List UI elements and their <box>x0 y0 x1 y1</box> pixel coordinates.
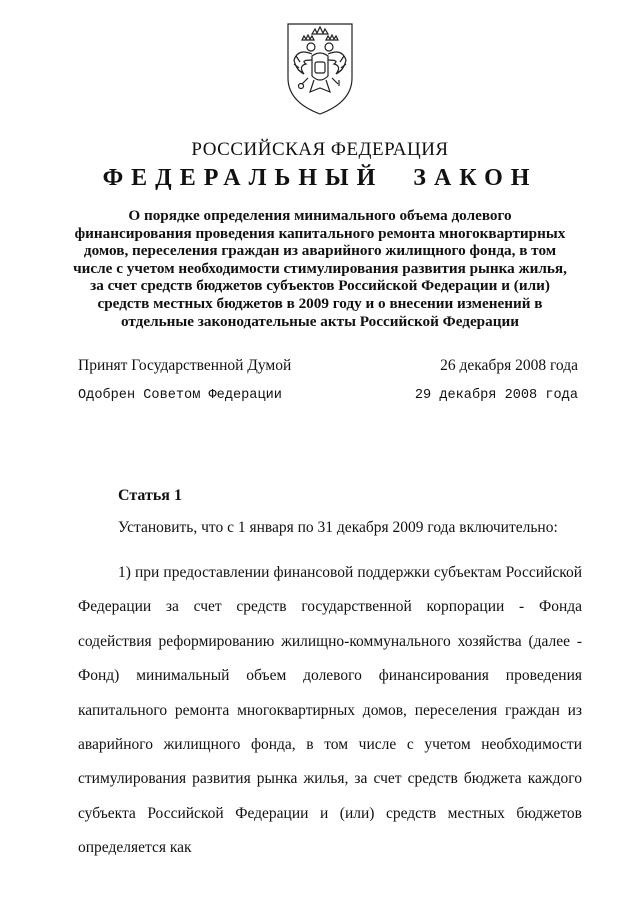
country-heading: РОССИЙСКАЯ ФЕДЕРАЦИЯ <box>191 139 449 160</box>
adoption-row-council <box>78 388 578 403</box>
coat-of-arms-icon <box>282 20 358 116</box>
adopted-label: Принят Государственной Думой <box>78 357 292 374</box>
adoption-row-duma <box>78 357 578 375</box>
article-item-1: 1) при предоставлении финансовой поддержки субъектам Российской Федерации за счет средств государственной корпорации - Фонда содействия реформированию жилищно-коммунального хозяйства (далее - Фонд) минимальный объем долевого финансирования проведения капитального ремонта многоквартирных домов, переселения граждан из аварийного жилищного фонда, в том числе с учетом необходимости стимулирования развития рынка жилья, за счет средств бюджета каждого субъекта Российской Федерации и (или) средств местных бюджетов определяется как <box>78 564 582 857</box>
law-type-heading: ФЕДЕРАЛЬНЫЙ ЗАКОН <box>102 165 538 191</box>
approved-date: 29 декабря 2008 года <box>414 388 578 403</box>
adopted-date: 26 декабря 2008 года <box>440 357 578 374</box>
law-title: О порядке определения минимального объема долевого финансирования проведения капитального ремонта многоквартирных домов, переселения граждан из аварийного жилищного фонда, в том числе с учетом необходимости стимулирования развития рынка жилья, за счет средств бюджетов субъектов Российской Федерации и (или) средств местных бюджетов в 2009 году и о внесении изменений в отдельные законодательные акты Российской Федерации <box>73 207 567 330</box>
approved-label: Одобрен Советом Федерации <box>78 388 282 403</box>
article-heading: Статья 1 <box>118 487 182 504</box>
article-intro: Установить, что с 1 января по 31 декабря 2009 года включительно: <box>118 519 558 536</box>
